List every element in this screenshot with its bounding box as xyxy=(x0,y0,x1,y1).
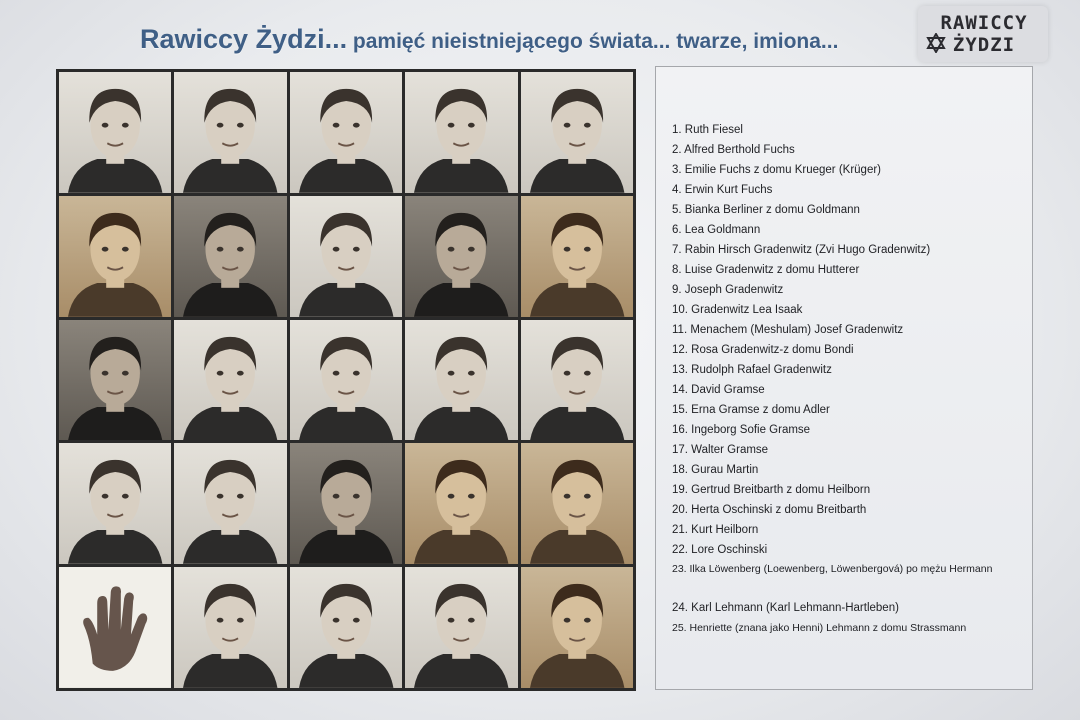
name-item: 6. Lea Goldmann xyxy=(672,224,761,236)
portrait-silhouette xyxy=(290,196,402,317)
portrait-7 xyxy=(174,196,286,317)
portrait-silhouette xyxy=(59,196,171,317)
portrait-8 xyxy=(290,196,402,317)
name-item: 1. Ruth Fiesel xyxy=(672,124,743,136)
portrait-9 xyxy=(405,196,517,317)
portrait-19 xyxy=(405,443,517,564)
portrait-silhouette xyxy=(59,443,171,564)
name-item: 24. Karl Lehmann (Karl Lehmann-Hartleben) xyxy=(672,602,899,614)
portrait-silhouette xyxy=(405,196,517,317)
portrait-silhouette xyxy=(405,320,517,441)
name-item: 25. Henriette (znana jako Henni) Lehmann z domu Strassmann xyxy=(672,622,967,634)
logo-line-2: ŻYDZI xyxy=(952,34,1016,56)
name-item: 7. Rabin Hirsch Gradenwitz (Zvi Hugo Gradenwitz) xyxy=(672,244,931,256)
portrait-silhouette xyxy=(290,443,402,564)
portrait-23 xyxy=(290,567,402,688)
portrait-2 xyxy=(174,72,286,193)
title-subtitle: pamięć nieistniejącego świata... twarze, imiona... xyxy=(347,30,839,53)
name-item: 16. Ingeborg Sofie Gramse xyxy=(672,424,811,436)
name-item: 8. Luise Gradenwitz z domu Hutterer xyxy=(672,264,860,276)
portrait-20 xyxy=(521,443,633,564)
portrait-silhouette xyxy=(174,320,286,441)
portrait-18 xyxy=(290,443,402,564)
portrait-silhouette xyxy=(174,567,286,688)
portrait-silhouette xyxy=(59,72,171,193)
portrait-silhouette xyxy=(59,320,171,441)
portrait-3 xyxy=(290,72,402,193)
portrait-16 xyxy=(59,443,171,564)
name-item: 17. Walter Gramse xyxy=(672,444,769,456)
name-item: 2. Alfred Berthold Fuchs xyxy=(672,144,795,156)
name-item: 22. Lore Oschinski xyxy=(672,544,768,556)
portrait-11 xyxy=(59,320,171,441)
portrait-silhouette xyxy=(405,567,517,688)
portrait-silhouette xyxy=(405,72,517,193)
name-item: 20. Herta Oschinski z domu Breitbarth xyxy=(672,504,867,516)
portrait-silhouette xyxy=(290,567,402,688)
portrait-24 xyxy=(405,567,517,688)
name-item: 9. Joseph Gradenwitz xyxy=(672,284,784,296)
name-item: 10. Gradenwitz Lea Isaak xyxy=(672,304,803,316)
handprint-icon xyxy=(59,567,171,688)
name-item: 5. Bianka Berliner z domu Goldmann xyxy=(672,204,860,216)
portrait-4 xyxy=(405,72,517,193)
portrait-silhouette xyxy=(174,443,286,564)
portrait-14 xyxy=(405,320,517,441)
portrait-21 xyxy=(59,567,171,688)
portrait-25 xyxy=(521,567,633,688)
name-item: 23. Ilka Löwenberg (Loewenberg, Löwenbergová) po mężu Hermann xyxy=(672,563,993,575)
name-item: 3. Emilie Fuchs z domu Krueger (Krüger) xyxy=(672,164,881,176)
logo-line-1: RAWICCY xyxy=(940,12,1028,34)
name-item: 14. David Gramse xyxy=(672,384,765,396)
portrait-10 xyxy=(521,196,633,317)
portrait-silhouette xyxy=(521,320,633,441)
name-item: 15. Erna Gramse z domu Adler xyxy=(672,404,830,416)
portrait-silhouette xyxy=(174,72,286,193)
name-item: 19. Gertrud Breitbarth z domu Heilborn xyxy=(672,484,871,496)
name-item: 12. Rosa Gradenwitz-z domu Bondi xyxy=(672,344,854,356)
portrait-silhouette xyxy=(290,320,402,441)
portrait-1 xyxy=(59,72,171,193)
portrait-12 xyxy=(174,320,286,441)
slide-title xyxy=(140,24,930,62)
title-main: Rawiccy Żydzi... xyxy=(140,24,348,54)
name-item: 4. Erwin Kurt Fuchs xyxy=(672,184,773,196)
portrait-silhouette xyxy=(521,196,633,317)
names-panel xyxy=(655,66,1033,690)
portrait-13 xyxy=(290,320,402,441)
portrait-silhouette xyxy=(521,567,633,688)
portrait-silhouette xyxy=(174,196,286,317)
portrait-silhouette xyxy=(521,443,633,564)
portrait-15 xyxy=(521,320,633,441)
rawiccy-zydzi-logo xyxy=(918,6,1048,62)
portrait-17 xyxy=(174,443,286,564)
name-item: 21. Kurt Heilborn xyxy=(672,524,759,536)
portrait-silhouette xyxy=(521,72,633,193)
name-item: 11. Menachem (Meshulam) Josef Gradenwitz xyxy=(672,324,904,336)
portrait-6 xyxy=(59,196,171,317)
portrait-silhouette xyxy=(290,72,402,193)
portrait-silhouette xyxy=(405,443,517,564)
name-item: 18. Gurau Martin xyxy=(672,464,759,476)
portrait-grid xyxy=(56,69,636,691)
portrait-22 xyxy=(174,567,286,688)
name-item: 13. Rudolph Rafael Gradenwitz xyxy=(672,364,832,376)
portrait-5 xyxy=(521,72,633,193)
names-list xyxy=(672,120,1017,638)
